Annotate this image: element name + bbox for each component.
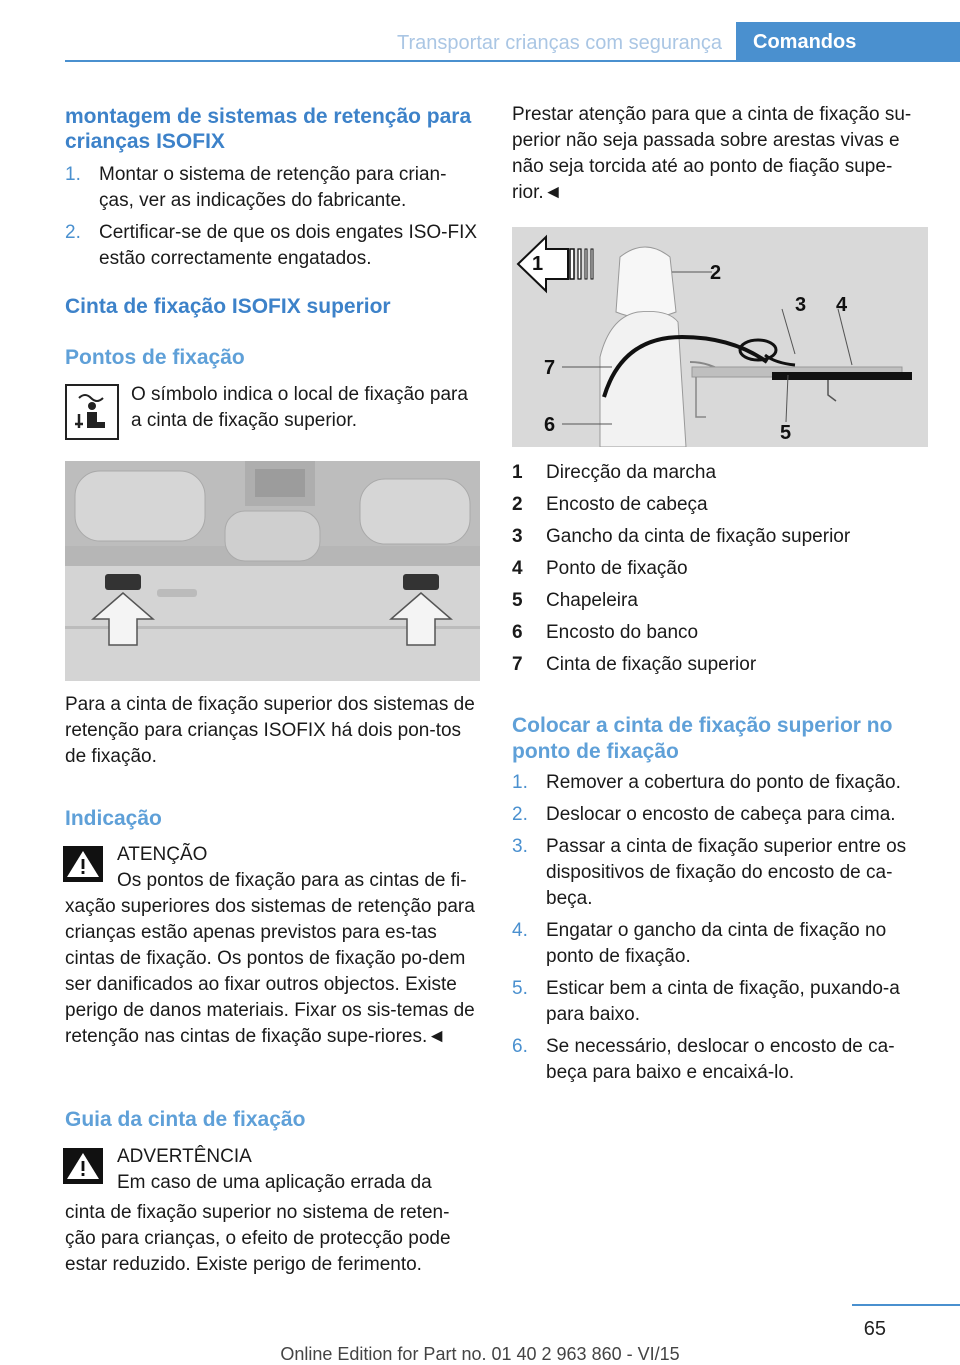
- list-item: 1. Remover a cobertura do ponto de fixação.: [512, 772, 901, 793]
- diagram-label-6: 6: [544, 414, 556, 436]
- symbol-description: O símbolo indica o local de fixação para a cinta de fixação superior.: [131, 384, 468, 431]
- warning-1-text: xação superiores dos sistemas de retenção para crianças estão apenas previstos para es-tas cintas de fixação. Os pontos de fixação po-dem ser danificados ao fixar outros objectos. Existe perigo de danos materiais. Fixar os sis-temas de retenção nas cintas de fixação supe-riores.◄: [65, 896, 475, 1047]
- page-number: 65: [863, 1318, 886, 1340]
- diagram-label-2: 2: [710, 262, 722, 284]
- page-number-rule: [852, 1304, 960, 1306]
- tether-diagram: [512, 227, 928, 447]
- header-chapter-tab[interactable]: Comandos: [736, 22, 960, 62]
- edition-footer: Online Edition for Part no. 01 40 2 963 860 - VI/15: [280, 1344, 680, 1364]
- warning-1-first-line: Os pontos de fixação para as cintas de fi-: [117, 870, 467, 891]
- tether-intro: Prestar atenção para que a cinta de fixação su-perior não seja passada sobre arestas vivas e não seja torcida até ao ponto de fiação supe-rior.◄: [512, 104, 912, 203]
- heading-isofix: montagem de sistemas de retenção para crianças ISOFIX: [65, 105, 472, 153]
- list-item: 6. Se necessário, deslocar o encosto de ca-beça para baixo e encaixá-lo.: [512, 1036, 895, 1083]
- list-item: 2. Deslocar o encosto de cabeça para cima.: [512, 804, 896, 825]
- list-item: 3. Passar a cinta de fixação superior entre os dispositivos de fixação do encosto de ca-beça.: [512, 836, 907, 909]
- header-rule: [65, 60, 960, 62]
- steps-isofix: [65, 162, 480, 278]
- warning-2-title-block: [117, 1144, 480, 1196]
- heading-attach: Colocar a cinta de fixação superior no ponto de fixação: [512, 714, 893, 763]
- warning-2-first-line: Em caso de uma aplicação errada da: [117, 1172, 432, 1193]
- list-item: 4. Engatar o gancho da cinta de fixação no ponto de fixação.: [512, 920, 887, 967]
- diagram-label-5: 5: [780, 422, 792, 444]
- diagram-label-7: 7: [544, 357, 556, 379]
- list-item: 6 Encosto do banco: [512, 622, 699, 643]
- list-item: 5 Chapeleira: [512, 590, 638, 611]
- two-points-paragraph: Para a cinta de fixação superior dos sistemas de retenção para crianças ISOFIX há dois pon-tos de fixação.: [65, 694, 475, 767]
- list-item: 1. Montar o sistema de retenção para crian-ças, ver as indicações do fabricante.: [65, 164, 447, 211]
- child-seat-anchor-icon: [65, 384, 119, 440]
- heading-guide: Guia da cinta de fixação: [65, 1108, 306, 1131]
- warning-2-title: ADVERTÊNCIA: [117, 1146, 252, 1167]
- diagram-label-1: 1: [532, 253, 544, 275]
- heading-tether: Cinta de fixação ISOFIX superior: [65, 295, 391, 318]
- diagram-label-3: 3: [795, 294, 807, 316]
- steps-attach: [512, 770, 930, 1092]
- warning-1-title: ATENÇÃO: [117, 844, 208, 865]
- warning-triangle-icon: [63, 846, 103, 887]
- list-item: 1 Direcção da marcha: [512, 462, 717, 483]
- heading-note: Indicação: [65, 807, 162, 830]
- warning-triangle-icon: [63, 1148, 103, 1189]
- list-item: 2. Certificar-se de que os dois engates ISO-FIX estão correctamente engatados.: [65, 222, 478, 269]
- warning-2-text: cinta de fixação superior no sistema de reten-ção para crianças, o efeito de protecção pode estar reduzido. Existe perigo de ferimento.: [65, 1202, 451, 1275]
- header-section-title: Transportar crianças com segurança: [397, 32, 722, 54]
- rear-seats-photo: [65, 461, 480, 681]
- diagram-legend: [512, 460, 930, 684]
- list-item: 2 Encosto de cabeça: [512, 494, 708, 515]
- warning-1-title-block: [117, 842, 480, 894]
- list-item: 4 Ponto de fixação: [512, 558, 688, 579]
- list-item: 3 Gancho da cinta de fixação superior: [512, 526, 851, 547]
- list-item: 5. Esticar bem a cinta de fixação, puxando-a para baixo.: [512, 978, 900, 1025]
- diagram-label-4: 4: [836, 294, 848, 316]
- list-item: 7 Cinta de fixação superior: [512, 654, 757, 675]
- heading-points: Pontos de fixação: [65, 346, 245, 369]
